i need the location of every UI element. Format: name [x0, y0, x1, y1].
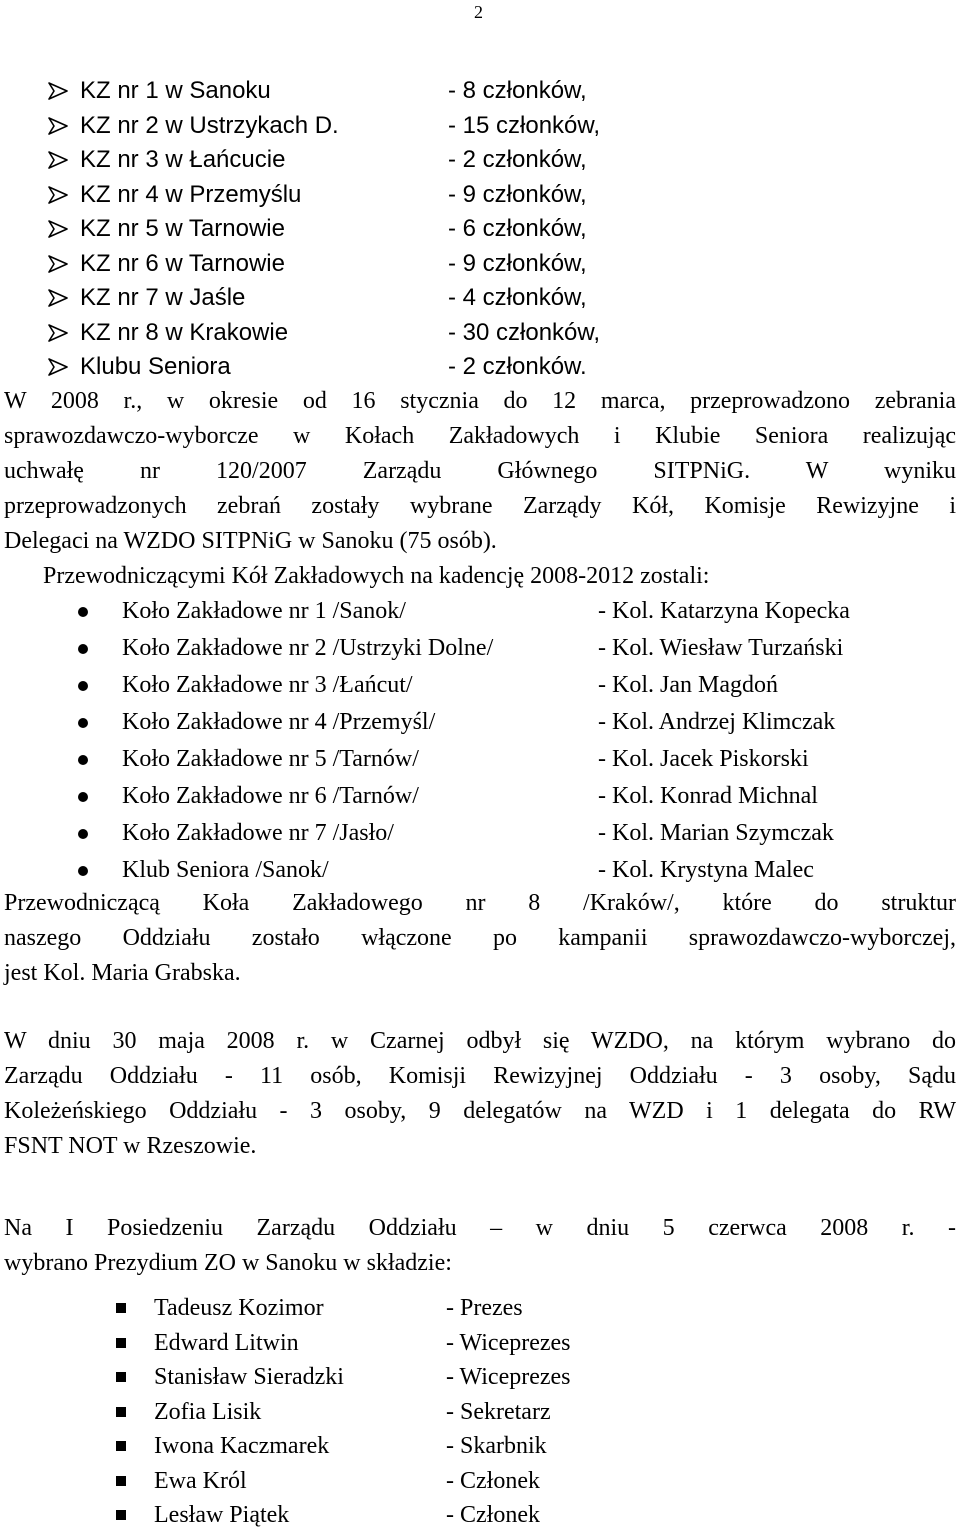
circle-name: KZ nr 2 w Ustrzykach D. [80, 111, 339, 139]
circle-name: KZ nr 7 w Jaśle [80, 284, 246, 311]
member-count: - 6 członków, [448, 215, 587, 242]
paragraph-line: uchwałę nr 120/2007 Zarządu Głównego SITPNiG. W wyniku [4, 458, 956, 484]
member-name: Ewa Król [154, 1467, 247, 1494]
member-count: - 15 członków, [448, 111, 601, 139]
circle-name: Koło Zakładowe nr 7 /Jasło/ [122, 820, 394, 846]
paragraph-line: Delegaci na WZDO SITPNiG w Sanoku (75 osób). [4, 528, 497, 554]
dot-bullet-icon [78, 866, 88, 876]
circle-name: Koło Zakładowe nr 3 /Łańcut/ [122, 672, 413, 698]
circle-name: Koło Zakładowe nr 2 /Ustrzyki Dolne/ [122, 635, 494, 661]
paragraph-line: W 2008 r., w okresie od 16 stycznia do 12 marca, przeprowadzono zebrania [4, 388, 956, 414]
wzdo-paragraph [4, 1024, 956, 1164]
paragraph-line: W dniu 30 maja 2008 r. w Czarnej odbył się WZDO, na którym wybrano do [4, 1028, 956, 1054]
chairperson: - Kol. Konrad Michnal [598, 783, 818, 809]
arrow-bullet-icon [48, 220, 68, 238]
member-role: - Członek [446, 1502, 540, 1528]
member-count: - 9 członków, [448, 180, 587, 208]
member-count: - 2 członków, [448, 146, 587, 173]
chairperson: - Kol. Andrzej Klimczak [598, 709, 836, 735]
chairperson: - Kol. Wiesław Turzański [598, 635, 844, 661]
square-bullet-icon [116, 1441, 126, 1451]
arrow-bullet-icon [48, 151, 68, 169]
member-name: Lesław Piątek [154, 1502, 290, 1528]
square-bullet-icon [116, 1303, 126, 1313]
circle-name: Klub Seniora /Sanok/ [122, 857, 329, 883]
paragraph-line: naszego Oddziału zostało włączone po kampanii sprawozdawczo-wyborczej, [4, 925, 956, 951]
member-role: - Prezes [446, 1295, 523, 1321]
paragraph-line: FSNT NOT w Rzeszowie. [4, 1133, 257, 1159]
paragraph-line: przeprowadzonych zebrań zostały wybrane Zarządy Kół, Komisje Rewizyjne i [4, 493, 956, 519]
circle-name: KZ nr 8 w Krakowie [80, 318, 289, 346]
square-bullet-icon [116, 1372, 126, 1382]
dot-bullet-icon [78, 829, 88, 839]
arrow-bullet-icon [48, 289, 68, 307]
member-name: Stanisław Sieradzki [154, 1364, 344, 1390]
paragraph-line: wybrano Prezydium ZO w Sanoku w składzie: [4, 1250, 452, 1276]
presidium-intro-paragraph [4, 1211, 956, 1281]
member-count: - 30 członków, [448, 318, 601, 346]
dot-bullet-icon [78, 607, 88, 617]
member-count: - 2 członków. [448, 353, 587, 380]
arrow-bullet-icon [48, 82, 68, 100]
circle-name: KZ nr 1 w Sanoku [80, 77, 271, 104]
arrow-bullet-icon [48, 117, 68, 135]
paragraph-line: Na I Posiedzeniu Zarządu Oddziału – w dniu 5 czerwca 2008 r. - [4, 1215, 956, 1241]
member-count: - 4 członków, [448, 284, 587, 311]
page-number: 2 [474, 2, 483, 22]
member-role: - Wiceprezes [446, 1329, 571, 1356]
dot-bullet-icon [78, 755, 88, 765]
paragraph-line: sprawozdawczo-wyborcze w Kołach Zakładowych i Klubie Seniora realizując [4, 423, 956, 449]
chairperson: - Kol. Katarzyna Kopecka [598, 598, 850, 624]
krakow-circle-paragraph [4, 886, 956, 991]
paragraph-line: jest Kol. Maria Grabska. [4, 960, 241, 986]
member-count: - 9 członków, [448, 249, 587, 277]
circle-name: KZ nr 6 w Tarnowie [80, 249, 285, 277]
square-bullet-icon [116, 1476, 126, 1486]
arrow-bullet-icon [48, 255, 68, 273]
chairperson: - Kol. Jan Magdoń [598, 672, 778, 698]
member-name: Edward Litwin [154, 1329, 299, 1356]
circle-name: KZ nr 5 w Tarnowie [80, 215, 285, 242]
elections-paragraph [4, 384, 956, 559]
member-role: - Sekretarz [446, 1398, 551, 1425]
arrow-bullet-icon [48, 324, 68, 342]
square-bullet-icon [116, 1510, 126, 1520]
paragraph-line: Zarządu Oddziału - 11 osób, Komisji Rewizyjnej Oddziału - 3 osoby, Sądu [4, 1063, 956, 1089]
member-name: Iwona Kaczmarek [154, 1433, 330, 1459]
arrow-bullet-icon [48, 358, 68, 376]
circle-name: Koło Zakładowe nr 5 /Tarnów/ [122, 746, 419, 772]
square-bullet-icon [116, 1407, 126, 1417]
paragraph-line: Przewodniczącą Koła Zakładowego nr 8 /Kraków/, które do struktur [4, 890, 956, 916]
circles-heading: Przewodniczącymi Kół Zakładowych na kadencję 2008-2012 zostali: [43, 563, 710, 589]
member-role: - Członek [446, 1467, 540, 1494]
dot-bullet-icon [78, 644, 88, 654]
square-bullet-icon [116, 1338, 126, 1348]
member-role: - Skarbnik [446, 1433, 547, 1459]
member-name: Zofia Lisik [154, 1398, 262, 1425]
circle-name: Koło Zakładowe nr 6 /Tarnów/ [122, 783, 419, 809]
dot-bullet-icon [78, 718, 88, 728]
member-name: Tadeusz Kozimor [154, 1295, 324, 1321]
arrow-bullet-icon [48, 186, 68, 204]
chairperson: - Kol. Jacek Piskorski [598, 746, 809, 772]
circle-name: Koło Zakładowe nr 1 /Sanok/ [122, 598, 406, 624]
chairperson: - Kol. Krystyna Malec [598, 857, 814, 883]
member-count: - 8 członków, [448, 77, 587, 104]
circle-name: Koło Zakładowe nr 4 /Przemyśl/ [122, 709, 436, 735]
dot-bullet-icon [78, 681, 88, 691]
circle-name: KZ nr 3 w Łańcucie [80, 146, 286, 173]
member-role: - Wiceprezes [446, 1364, 571, 1390]
paragraph-line: Koleżeńskiego Oddziału - 3 osoby, 9 delegatów na WZD i 1 delegata do RW [4, 1098, 956, 1124]
dot-bullet-icon [78, 792, 88, 802]
circle-name: Klubu Seniora [80, 353, 231, 380]
chairperson: - Kol. Marian Szymczak [598, 820, 834, 846]
circle-name: KZ nr 4 w Przemyślu [80, 180, 302, 208]
